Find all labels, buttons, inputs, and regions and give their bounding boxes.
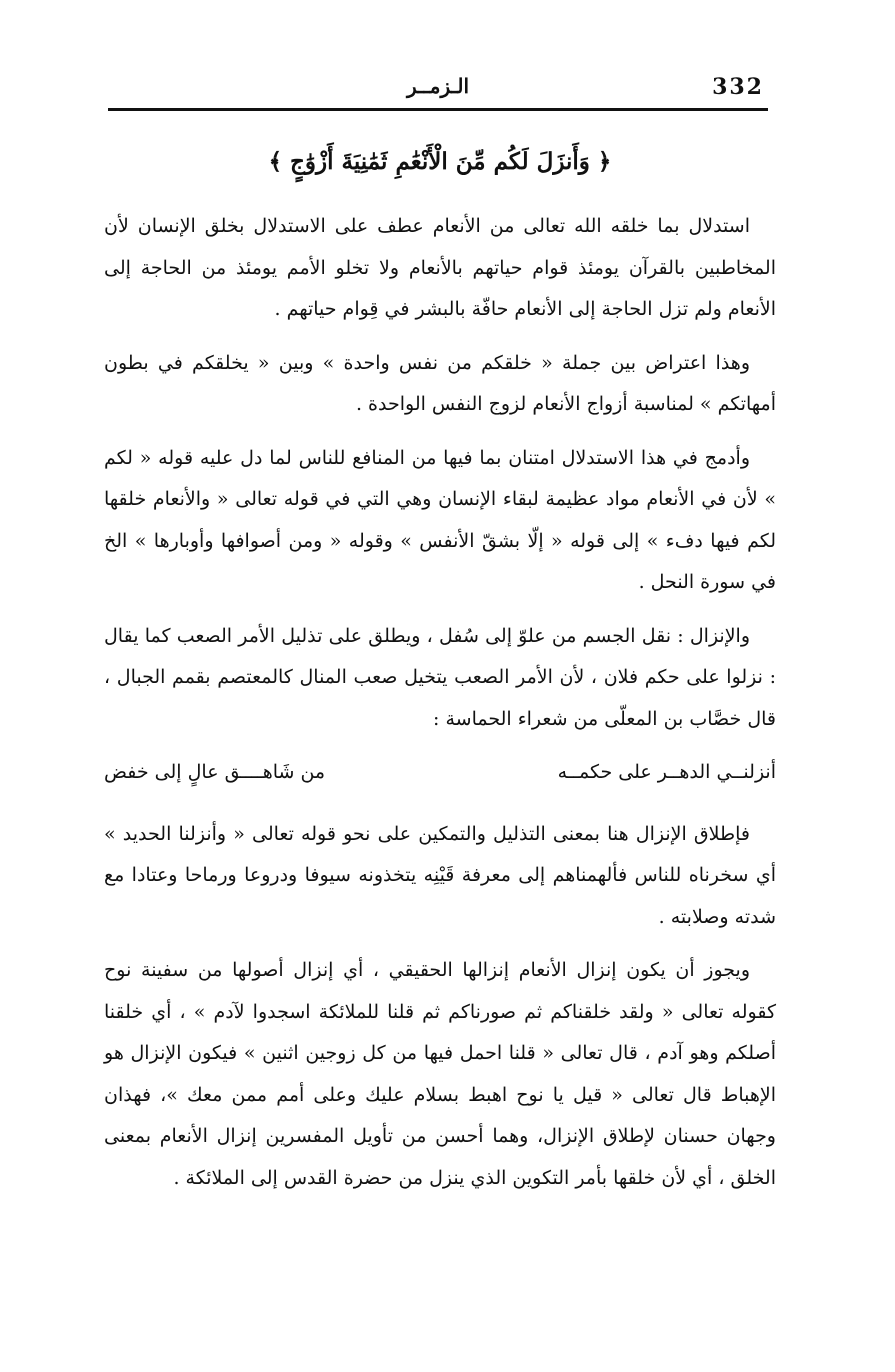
paragraph: وأدمج في هذا الاستدلال امتنان بما فيها من المنافع للناس لما دل عليه قوله « لكم » لأن في الأنعام مواد عظيمة لبقاء الإنسان وهي التي في قوله تعالى « والأنعام خلقها لكم فيها دفء » إلى قوله « إلّا بشقّ الأنفس » وقوله « ومن أصوافها وأوبارها » الخ في سورة النحل . — [104, 446, 776, 593]
page-number: 332 — [712, 74, 764, 100]
paragraph: ويجوز أن يكون إنزال الأنعام إنزالها الحقيقي ، أي إنزال أصولها من سفينة نوح كقوله تعالى « ولقد خلقناكم ثم صورناكم ثم قلنا للملائكة اسجدوا لآدم » ، أي خلقنا أصلكم وهو آدم ، قال تعالى « قلنا احمل فيها من كل زوجين اثنين » فيكون الإنزال هو الإهباط قال تعالى « قيل يا نوح اهبط بسلام عليك وعلى أمم ممن معك »، فهذان وجهان حسنان لإطلاق الإنزال، وهما أحسن من تأويل المفسرين إنزال الأنعام بمعنى الخلق ، أي لأن خلقها بأمر التكوين الذي ينزل من حضرة القدس إلى الملائكة . — [104, 959, 776, 1189]
surah-name: الـزمــر — [406, 74, 470, 98]
paragraph: فإطلاق الإنزال هنا بمعنى التذليل والتمكين على نحو قوله تعالى « وأنزلنا الحديد » أي سخرناه للناس فألهمناهم إلى معرفة قَيْنِه يتخذونه سيوفا ودروعا ورماحا وعتادا مع شدته وصلابته . — [104, 822, 776, 928]
paragraph: والإنزال : نقل الجسم من علوّ إلى سُفل ، ويطلق على تذليل الأمر الصعب كما يقال : نزلوا على حكم فلان ، لأن الأمر الصعب يتخيل صعب المنال كالمعتصم بقمم الجبال ، قال خصَّاب بن المعلّى من شعراء الحماسة : — [104, 624, 776, 730]
poem-hemistich-first: أنزلنــي الدهــر على حكمــه — [557, 761, 776, 783]
poem-hemistich-second: من شَاهــــق عالٍ إلى خفض — [104, 761, 326, 783]
paragraph: استدلال بما خلقه الله تعالى من الأنعام عطف على الاستدلال بخلق الإنسان لأن المخاطبين بالقرآن يومئذ قوام حياتهم بالأنعام ولا تخلو الأمم يومئذ من الحاجة إلى الأنعام ولم تزل الحاجة إلى الأنعام حافّة بالبشر في قِوام حياتهم . — [104, 215, 776, 320]
poem-verse — [104, 752, 776, 794]
quran-verse: ﴿ وَأَنزَلَ لَكُم مِّنَ الْأَنْعَٰمِ ثَمَٰنِيَةَ أَزْوَٰجٍ ﴾ — [268, 148, 612, 175]
page-body — [104, 140, 776, 1211]
header-rule — [108, 108, 768, 111]
paragraph: وهذا اعتراض بين جملة « خلقكم من نفس واحدة » وبين « يخلقكم في بطون أمهاتكم » لمناسبة أزواج الأنعام لزوج النفس الواحدة . — [104, 351, 776, 415]
page-header — [108, 70, 768, 110]
